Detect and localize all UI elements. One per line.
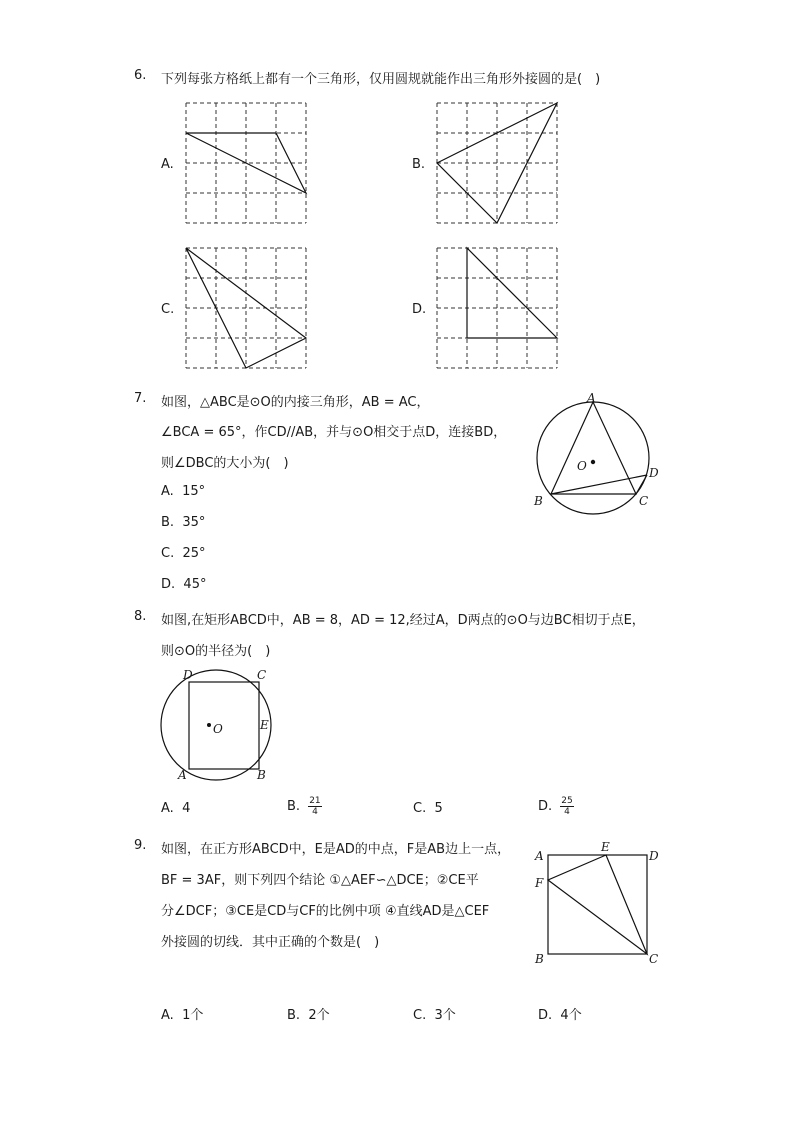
q8-option-a-text: 4 xyxy=(182,801,191,816)
q8-number: 8. xyxy=(134,609,147,624)
q9-option-d-text: 4个 xyxy=(560,1008,582,1023)
q7-center-dot xyxy=(591,460,595,464)
q9-option-c-key: C. xyxy=(413,1008,427,1023)
q9-label-d: D xyxy=(649,849,659,863)
q7-option-d-text: 45° xyxy=(183,577,207,592)
q8-option-d-key: D. xyxy=(538,799,553,814)
q9-label-c: C xyxy=(649,952,659,966)
q8-center-dot xyxy=(207,723,211,727)
q6-figure-c xyxy=(186,248,308,370)
q6-number: 6. xyxy=(134,68,147,83)
q8-rectangle xyxy=(189,682,259,769)
q9-option-c[interactable] xyxy=(413,1004,456,1023)
q9-line2: BF = 3AF，则下列四个结论 ①△AEF∽△DCE；②CE平 xyxy=(161,873,479,888)
q9-option-a-key: A. xyxy=(161,1008,174,1023)
q9-figure xyxy=(530,840,665,970)
q7-line2: ∠BCA = 65°，作CD//AB，并与⊙O相交于点D，连接BD， xyxy=(161,425,507,440)
q9-option-b-text: 2个 xyxy=(308,1008,330,1023)
q8-option-b-numerator: 21 xyxy=(309,796,321,806)
q9-triangle-efc xyxy=(548,855,647,954)
q9-option-a[interactable] xyxy=(161,1004,203,1023)
q6-figure-a xyxy=(186,103,308,225)
q8-label-b: B xyxy=(257,768,266,782)
q7-option-d-key: D. xyxy=(161,577,176,592)
q9-option-d-key: D. xyxy=(538,1008,553,1023)
q9-square xyxy=(548,855,647,954)
q8-option-a-key: A. xyxy=(161,801,174,816)
q8-figure xyxy=(160,667,280,787)
q7-option-a-text: 15° xyxy=(182,484,206,499)
q8-option-b-key: B. xyxy=(287,799,301,814)
q9-option-d[interactable] xyxy=(538,1004,582,1023)
q9-label-b: B xyxy=(535,952,544,966)
q7-line1: 如图，△ABC是⊙O的内接三角形，AB = AC， xyxy=(161,395,430,410)
q7-segment-bd xyxy=(551,475,647,494)
q8-option-c-key: C. xyxy=(413,801,427,816)
q6-option-b-label: B. xyxy=(412,157,426,172)
q6-figure-b xyxy=(437,103,559,225)
q9-option-b[interactable] xyxy=(287,1004,330,1023)
q9-label-e: E xyxy=(601,840,610,854)
q7-label-o: O xyxy=(577,459,587,473)
q7-label-b: B xyxy=(534,494,543,508)
q7-option-d[interactable] xyxy=(161,577,206,592)
q8-option-d-fraction xyxy=(560,796,573,817)
q6-figure-d xyxy=(437,248,559,370)
q8-option-a[interactable] xyxy=(161,801,190,816)
q9-label-f: F xyxy=(535,876,544,890)
q8-option-d-numerator: 25 xyxy=(561,796,573,806)
q7-option-c-text: 25° xyxy=(182,546,206,561)
q6-stem: 下列每张方格纸上都有一个三角形，仅用圆规就能作出三角形外接圆的是( ) xyxy=(161,72,601,87)
q7-figure xyxy=(526,388,666,518)
q6-option-a-label: A. xyxy=(161,157,174,172)
q8-label-a: A xyxy=(178,768,187,782)
q9-option-b-key: B. xyxy=(287,1008,301,1023)
q9-option-c-text: 3个 xyxy=(434,1008,456,1023)
q7-segment-cd xyxy=(636,475,647,494)
q6d-triangle xyxy=(467,248,557,338)
q9-label-a: A xyxy=(535,849,544,863)
q8-option-d-denominator: 4 xyxy=(564,807,570,817)
q7-number: 7. xyxy=(134,391,147,406)
q8-option-b-denominator: 4 xyxy=(312,807,318,817)
q6-option-d-label: D. xyxy=(412,302,427,317)
q8-option-b-fraction xyxy=(308,796,321,817)
q9-option-a-text: 1个 xyxy=(182,1008,204,1023)
q7-option-c-key: C. xyxy=(161,546,175,561)
q7-label-c: C xyxy=(639,494,649,508)
q7-option-b[interactable] xyxy=(161,515,205,530)
q7-label-a: A xyxy=(587,391,596,405)
q8-label-e: E xyxy=(260,718,269,732)
q8-option-c[interactable] xyxy=(413,801,443,816)
q7-option-a[interactable] xyxy=(161,484,205,499)
q8-label-c: C xyxy=(257,668,267,682)
q8-option-d[interactable] xyxy=(538,796,574,817)
q8-line1: 如图,在矩形ABCD中，AB = 8，AD = 12,经过A，D两点的⊙O与边BC相切于点E， xyxy=(161,613,645,628)
q9-line1: 如图，在正方形ABCD中，E是AD的中点，F是AB边上一点， xyxy=(161,842,511,857)
q6-option-c-label: C. xyxy=(161,302,175,317)
q8-label-o: O xyxy=(213,722,223,736)
q9-line4: 外接圆的切线．其中正确的个数是( ) xyxy=(161,935,380,950)
q8-line2: 则⊙O的半径为( ) xyxy=(161,644,271,659)
q8-label-d: D xyxy=(183,668,193,682)
q7-option-c[interactable] xyxy=(161,546,206,561)
q9-line3: 分∠DCF；③CE是CD与CF的比例中项 ④直线AD是△CEF xyxy=(161,904,490,919)
q8-option-b[interactable] xyxy=(287,796,322,817)
q8-option-c-text: 5 xyxy=(434,801,443,816)
q7-option-b-key: B. xyxy=(161,515,175,530)
q7-option-b-text: 35° xyxy=(182,515,206,530)
q7-circle xyxy=(537,402,649,514)
q9-number: 9. xyxy=(134,838,147,853)
q7-option-a-key: A. xyxy=(161,484,174,499)
q7-line3: 则∠DBC的大小为( ) xyxy=(161,456,289,471)
q7-label-d: D xyxy=(649,466,659,480)
